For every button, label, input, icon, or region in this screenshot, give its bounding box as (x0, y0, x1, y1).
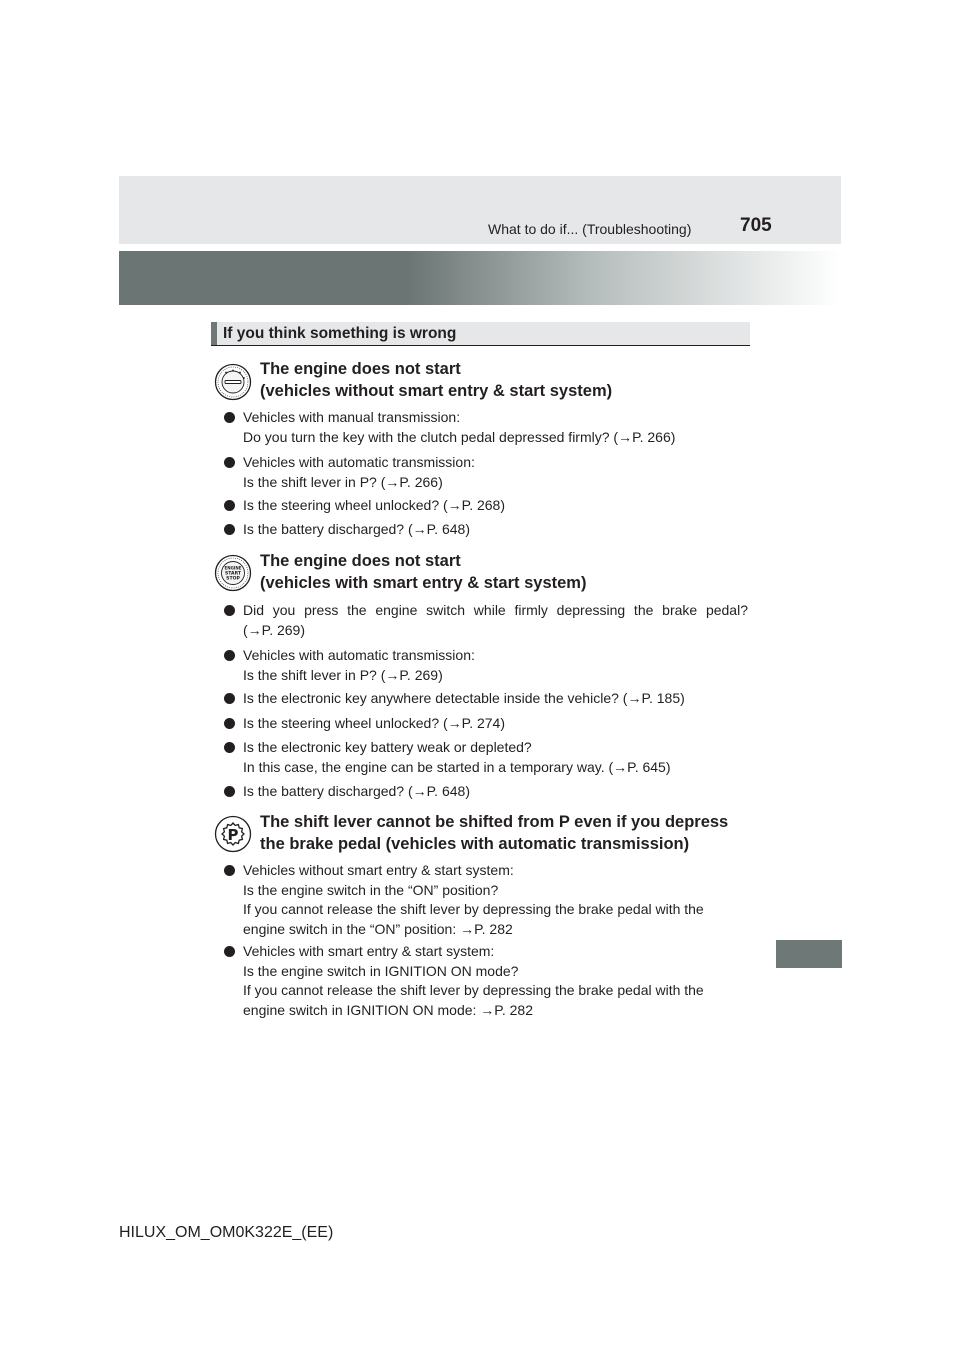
bullet-dot (224, 605, 235, 616)
bullet-dot (224, 742, 235, 753)
engine-start-stop-button-icon (214, 554, 252, 592)
bullet-dot (224, 500, 235, 511)
list-item: Is the battery discharged? (→P. 648) (224, 520, 748, 540)
header-bar (119, 176, 841, 244)
list-item: Is the steering wheel unlocked? (→P. 274) (224, 714, 748, 734)
list-item: Is the electronic key anywhere detectable inside the vehicle? (→P. 185) (224, 689, 748, 709)
footer-doc-code: HILUX_OM_OM0K322E_(EE) (119, 1224, 334, 1241)
bullet-dot (224, 650, 235, 661)
section-header-accent (211, 322, 217, 345)
icon-label: ENGINE (224, 565, 242, 571)
list-item: Is the battery discharged? (→P. 648) (224, 782, 748, 802)
list-item: Did you press the engine switch while firmly depressing the brake pedal? (→P. 269) (224, 601, 748, 640)
icon-label: STOP (226, 576, 240, 582)
bullet-dot (224, 457, 235, 468)
chapter-band (119, 251, 841, 305)
section-header (211, 322, 750, 346)
bullet-dot (224, 718, 235, 729)
bullet-dot (224, 786, 235, 797)
subsection-title: The shift lever cannot be shifted from P even if you depress the brake pedal (vehicles with automatic transmission) (260, 813, 729, 853)
shift-lever-p-icon (214, 815, 252, 853)
bullet-dot (224, 865, 235, 876)
chapter-side-tab[interactable] (776, 940, 842, 968)
subsection-title: The engine does not start (vehicles without smart entry & start system) (260, 360, 613, 400)
section-heading: If you think something is wrong (223, 325, 457, 342)
list-item: Vehicles with smart entry & start system: Is the engine switch in IGNITION ON mode? If you cannot release the shift lever by depressing the brake pedal with the engine switch in IGNITION ON mode: →P. 282 (224, 942, 748, 1020)
list-item: Is the steering wheel unlocked? (→P. 268) (224, 496, 748, 516)
page-number: 705 (740, 215, 772, 236)
list-item: Vehicles with automatic transmission: Is the shift lever in P? (→P. 269) (224, 646, 748, 685)
list-item: Vehicles with automatic transmission: Is the shift lever in P? (→P. 266) (224, 453, 748, 492)
ignition-key-icon (214, 363, 252, 401)
bullet-dot (224, 412, 235, 423)
icon-label: START (224, 571, 242, 577)
bullet-dot (224, 693, 235, 704)
list-item: Vehicles with manual transmission: Do you turn the key with the clutch pedal depressed firmly? (→P. 266) (224, 408, 748, 447)
bullet-dot (224, 524, 235, 535)
list-item: Vehicles without smart entry & start system: Is the engine switch in the “ON” position? If you cannot release the shift lever by depressing the brake pedal with the engine switch in the “ON” position: →P. 282 (224, 861, 748, 939)
subsection-title: The engine does not start (vehicles with smart entry & start system) (260, 552, 587, 592)
header-section-title: What to do if... (Troubleshooting) (488, 221, 692, 237)
bullet-dot (224, 946, 235, 957)
list-item: Is the electronic key battery weak or depleted? In this case, the engine can be started in a temporary way. (→P. 645) (224, 738, 748, 777)
icon-label: P (227, 826, 239, 844)
